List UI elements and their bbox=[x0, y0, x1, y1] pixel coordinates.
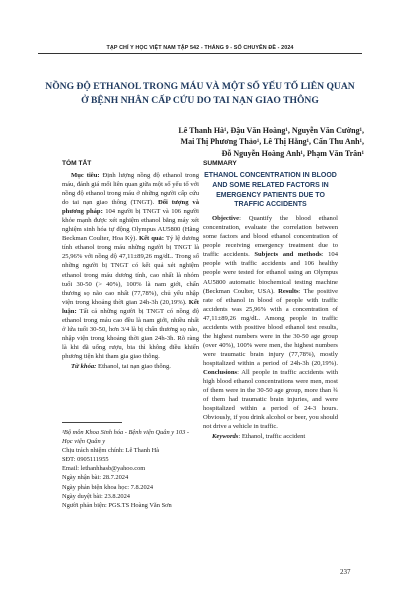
authors-line-2: Mai Thị Phương Thảo¹, Lê Thị Hằng¹, Cấn Thu Anh¹, bbox=[180, 137, 364, 147]
affiliation: ¹Bộ môn Khoa Sinh hóa - Bệnh viện Quân y 103 - Học viện Quân y bbox=[62, 429, 190, 446]
conclusion-text: : All people in traffic accidents with high blood ethanol concentrations were men, most of them were in the 30-50 age group, more than ¾ of them had traumatic brain injuries, and were hospitalized within a period of 24-3 hours. Obviously, if you drink alcohol or beer, you should not drive a vehicle in traffic. bbox=[203, 368, 338, 431]
keywords-text: Ethanol, tai nạn giao thông. bbox=[96, 362, 171, 370]
title-line-1: NỒNG ĐỘ ETHANOL TRONG MÁU VÀ MỘT SỐ YẾU TỐ LIÊN QUAN bbox=[45, 81, 355, 92]
email: Email: lethanhhasb@yahoo.com bbox=[62, 465, 146, 473]
keywords-label: Keywords bbox=[212, 433, 239, 441]
method-label: Đối tượng và phương pháp: bbox=[62, 199, 199, 216]
footnote bbox=[62, 428, 199, 510]
keywords-text: : Ethanol, traffic accident bbox=[238, 433, 306, 441]
article-title bbox=[40, 80, 360, 108]
conclusion-label: Conclusions bbox=[203, 368, 238, 376]
footnote-rule bbox=[62, 422, 122, 423]
phone: SĐT: 0905111955 bbox=[62, 456, 109, 464]
abstract-body bbox=[62, 171, 199, 361]
reviewer: Người phản biện: PGS.TS Hoàng Văn Sơn bbox=[62, 501, 172, 509]
keywords-label: Từ khóa: bbox=[71, 362, 97, 370]
objective-text: Định lượng nồng độ ethanol trong máu, đánh giá mối liên quan giữa một số yếu tố với nồng độ ethanol trong máu ở những người cấp cứu do tai nạn giao thông (TNGT). bbox=[62, 172, 199, 207]
result-label: Results bbox=[278, 287, 299, 295]
corresponding-author: Chịu trách nhiệm chính: Lê Thanh Hà bbox=[62, 447, 160, 455]
accepted-date: Ngày duyệt bài: 23.8.2024 bbox=[62, 492, 130, 500]
objective-label: Objective bbox=[212, 215, 240, 223]
objective-text: : Quantify the blood ethanol concentration, evaluate the correlation between some factors and blood ethanol concentration of people receiving emergency treatment due to traffic accidents. bbox=[203, 215, 338, 259]
keywords bbox=[203, 432, 338, 441]
english-title: ETHANOL CONCENTRATION IN BLOOD AND SOME RELATED FACTORS IN EMERGENCY PATIENTS DUE TO TRAFFIC ACCIDENTS bbox=[204, 172, 337, 209]
received-date: Ngày nhận bài: 28.7.2024 bbox=[62, 474, 129, 482]
result-text: Tỷ lệ dương tính ethanol trong máu những người bị TNGT là 25,96% với nồng độ 47,11±89,26 mg/dL. Trong số những người bị TNGT có kết quả xét nghiệm ethanol trong máu dương tính, cao nhất là nhóm tuổi 30-50 (> 40%), 100% là nam giới, chấn thương sọ não cao nhất (77,78%), chủ yếu nhập viện trong khoảng thời gian 24h-3h (20,19%). bbox=[62, 235, 199, 306]
title-line-2: Ở BỆNH NHÂN CẤP CỨU DO TAI NẠN GIAO THÔNG bbox=[81, 95, 319, 106]
vietnamese-abstract bbox=[62, 160, 199, 371]
running-header: TẠP CHÍ Y HỌC VIỆT NAM TẬP 542 - THÁNG 9 - SỐ CHUYÊN ĐỀ - 2024 bbox=[106, 45, 294, 51]
author-list bbox=[140, 125, 364, 159]
method-text: : 104 people with traffic accidents and 106 healthy people were tested for ethanol using an Olympus AU5800 automatic biochemical testing machine (Beckman Coulter, USA). bbox=[203, 251, 338, 295]
method-text: 104 người bị TNGT và 106 người khỏe mạnh được xét nghiệm ethanol bằng máy xét nghiệm sinh hóa tự động Olympus AU5800 (Hãng Beckman Coulter, Hoa Kỳ). bbox=[62, 208, 199, 243]
header-rule bbox=[38, 53, 362, 54]
summary-body bbox=[203, 214, 338, 431]
abstract-heading: TÓM TẮT bbox=[62, 160, 92, 167]
result-text: : The positive rate of ethanol in blood of people with traffic accidents was 25,96% with a concentration of 47,11±89,26 mg/dL. Among people in traffic accidents with positive blood ethanol test results, the highest numbers were in the 30-50 age group (over 40%), 100% were men, the highest numbers were traumatic brain injury (77,78%), mostly hospitalized within a period of 24h-3h (20,19%). bbox=[203, 287, 339, 367]
authors-line-3: Đỗ Nguyễn Hoàng Anh¹, Phạm Văn Trân¹ bbox=[221, 148, 364, 158]
objective-label: Mục tiêu: bbox=[71, 172, 100, 179]
conclusion-label: Kết luận: bbox=[62, 298, 199, 315]
authors-line-1: Lê Thanh Hà¹, Đậu Văn Hoàng¹, Nguyễn Văn Cường¹, bbox=[178, 126, 364, 135]
method-label: Subjects and methods bbox=[254, 251, 322, 259]
conclusion-text: Tất cả những người bị TNGT có nồng độ ethanol trong máu cao đều là nam giới, nhiều nhất ở lứa tuổi 30-50, hơn 3/4 là bị chấn thương sọ não, nhập viện trong khoảng thời gian 24h-3h. Rõ ràng là khi đã uống rượu, bia thì không điều khiển phương tiện khi tham gia giao thông. bbox=[62, 307, 199, 360]
summary-heading: SUMMARY bbox=[203, 160, 237, 167]
english-summary bbox=[203, 160, 338, 441]
result-label: Kết quả: bbox=[138, 235, 165, 243]
page-number: 237 bbox=[340, 568, 351, 576]
keywords bbox=[62, 362, 199, 371]
review-date: Ngày phản biện khoa học: 7.8.2024 bbox=[62, 483, 154, 491]
